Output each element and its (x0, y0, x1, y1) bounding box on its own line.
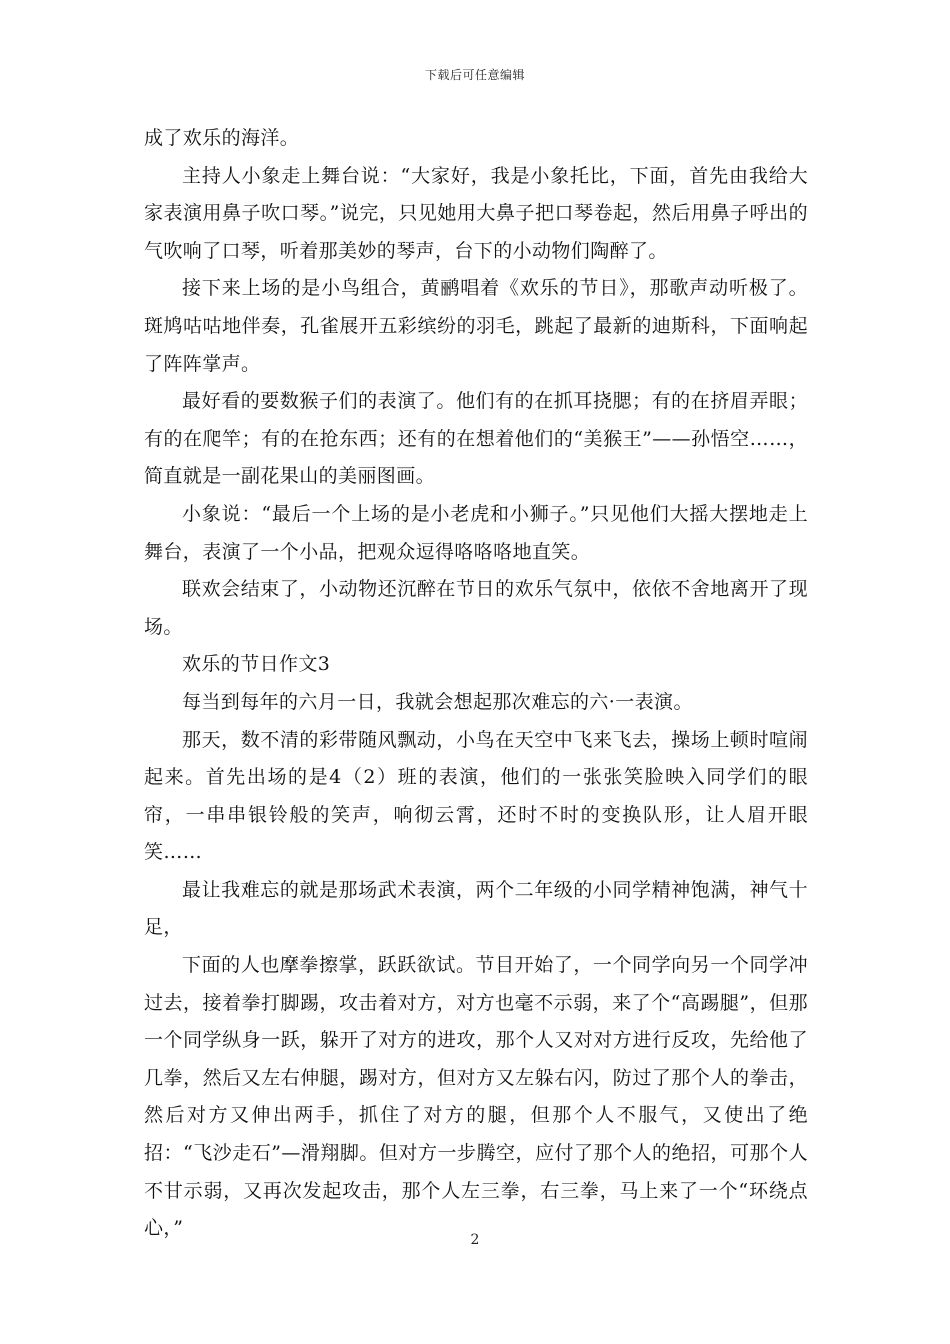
body-paragraph: 主持人小象走上舞台说：“大家好，我是小象托比，下面，首先由我给大家表演用鼻子吹口琴。”说完，只见她用大鼻子把口琴卷起，然后用鼻子呼出的气吹响了口琴，听着那美妙的琴声，台下的小动物们陶醉了。 (144, 164, 808, 262)
body-paragraph: 接下来上场的是小鸟组合，黄鹂唱着《欢乐的节日》，那歌声动听极了。斑鸠咕咕地伴奏，孔雀展开五彩缤纷的羽毛，跳起了最新的迪斯科，下面响起了阵阵掌声。 (144, 277, 808, 375)
body-paragraph: 每当到每年的六月一日，我就会想起那次难忘的六·一表演。 (182, 690, 693, 713)
body-paragraph: 最让我难忘的就是那场武术表演，两个二年级的小同学精神饱满，神气十足， (144, 878, 808, 939)
page-header: 下载后可任意编辑 (424, 68, 525, 82)
body-paragraph: 欢乐的节日作文3 (182, 653, 331, 676)
body-paragraph: 最好看的要数猴子们的表演了。他们有的在抓耳挠腮；有的在挤眉弄眼；有的在爬竿；有的在抢东西；还有的在想着他们的“美猴王”——孙悟空……，简直就是一副花果山的美丽图画。 (144, 390, 808, 488)
body-paragraph: 小象说：“最后一个上场的是小老虎和小狮子。”只见他们大摇大摆地走上舞台，表演了一个小品，把观众逗得咯咯咯地直笑。 (144, 502, 808, 563)
body-paragraph: 那天，数不清的彩带随风飘动，小鸟在天空中飞来飞去，操场上顿时喧闹起来。首先出场的是4（2）班的表演，他们的一张张笑脸映入同学们的眼帘，一串串银铃般的笑声，响彻云霄，还时不时的变换队形，让人眉开眼笑…… (144, 728, 808, 864)
body-paragraph: 联欢会结束了，小动物还沉醉在节日的欢乐气氛中，依依不舍地离开了现场。 (144, 578, 808, 638)
page-number: 2 (470, 1232, 480, 1248)
body-paragraph: 下面的人也摩拳擦掌，跃跃欲试。节目开始了，一个同学向另一个同学冲过去，接着拳打脚踢，攻击着对方，对方也毫不示弱，来了个“高踢腿”，但那一个同学纵身一跃，躲开了对方的进攻，那个人又对对方进行反攻，先给他了几拳，然后又左右伸腿，踢对方，但对方又左躲右闪，防过了那个人的拳击，然后对方又伸出两手，抓住了对方的腿，但那个人不服气，又使出了绝招：“飞沙走石”—滑翔脚。但对方一步腾空，应付了那个人的绝招，可那个人不甘示弱，又再次发起攻击，那个人左三拳，右三拳，马上来了一个“环绕点心，” (144, 954, 808, 1240)
document-body (144, 120, 808, 1248)
body-paragraph: 成了欢乐的海洋。 (144, 127, 300, 149)
